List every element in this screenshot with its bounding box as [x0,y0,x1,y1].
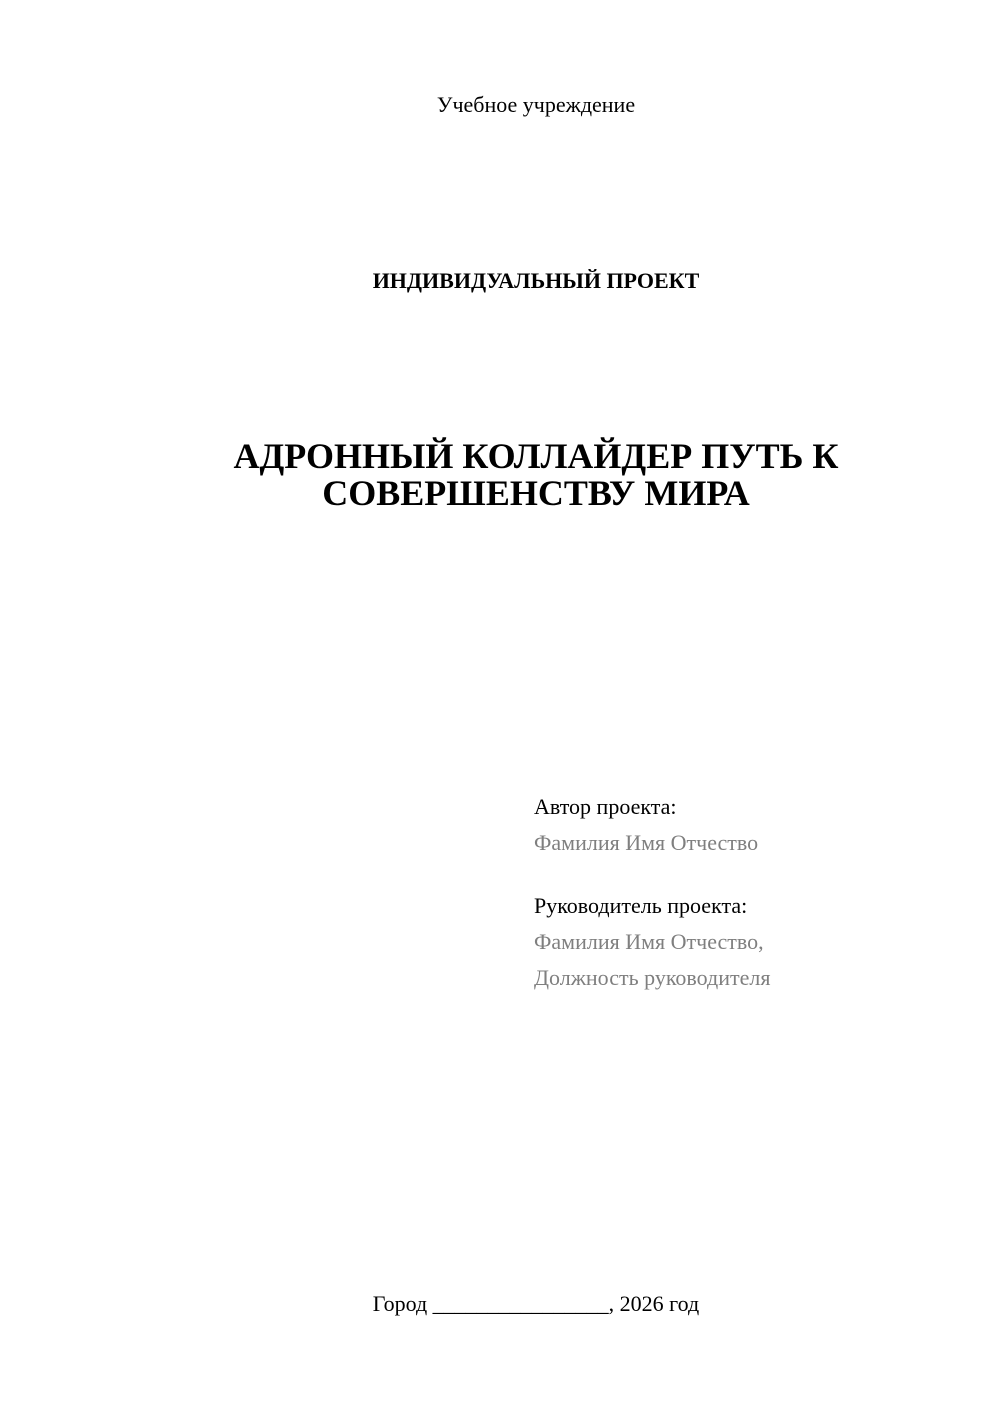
author-label: Автор проекта: [534,794,677,819]
city-year-line: Город ________________, 2026 год [372,1291,700,1316]
project-title [0,438,1000,512]
authors-block [534,789,974,996]
authors-spacer [534,861,974,888]
project-title-line-2: СОВЕРШЕНСТВУ МИРА [322,473,750,513]
project-title-line-1: АДРОННЫЙ КОЛЛАЙДЕР ПУТЬ К [233,436,839,476]
supervisor-label: Руководитель проекта: [534,893,748,918]
supervisor-name: Фамилия Имя Отчество, [534,929,764,954]
institution-name: Учебное учреждение [436,92,636,117]
supervisor-position: Должность руководителя [534,965,771,990]
document-type: ИНДИВИДУАЛЬНЫЙ ПРОЕКТ [372,268,700,293]
author-name: Фамилия Имя Отчество [534,830,759,855]
